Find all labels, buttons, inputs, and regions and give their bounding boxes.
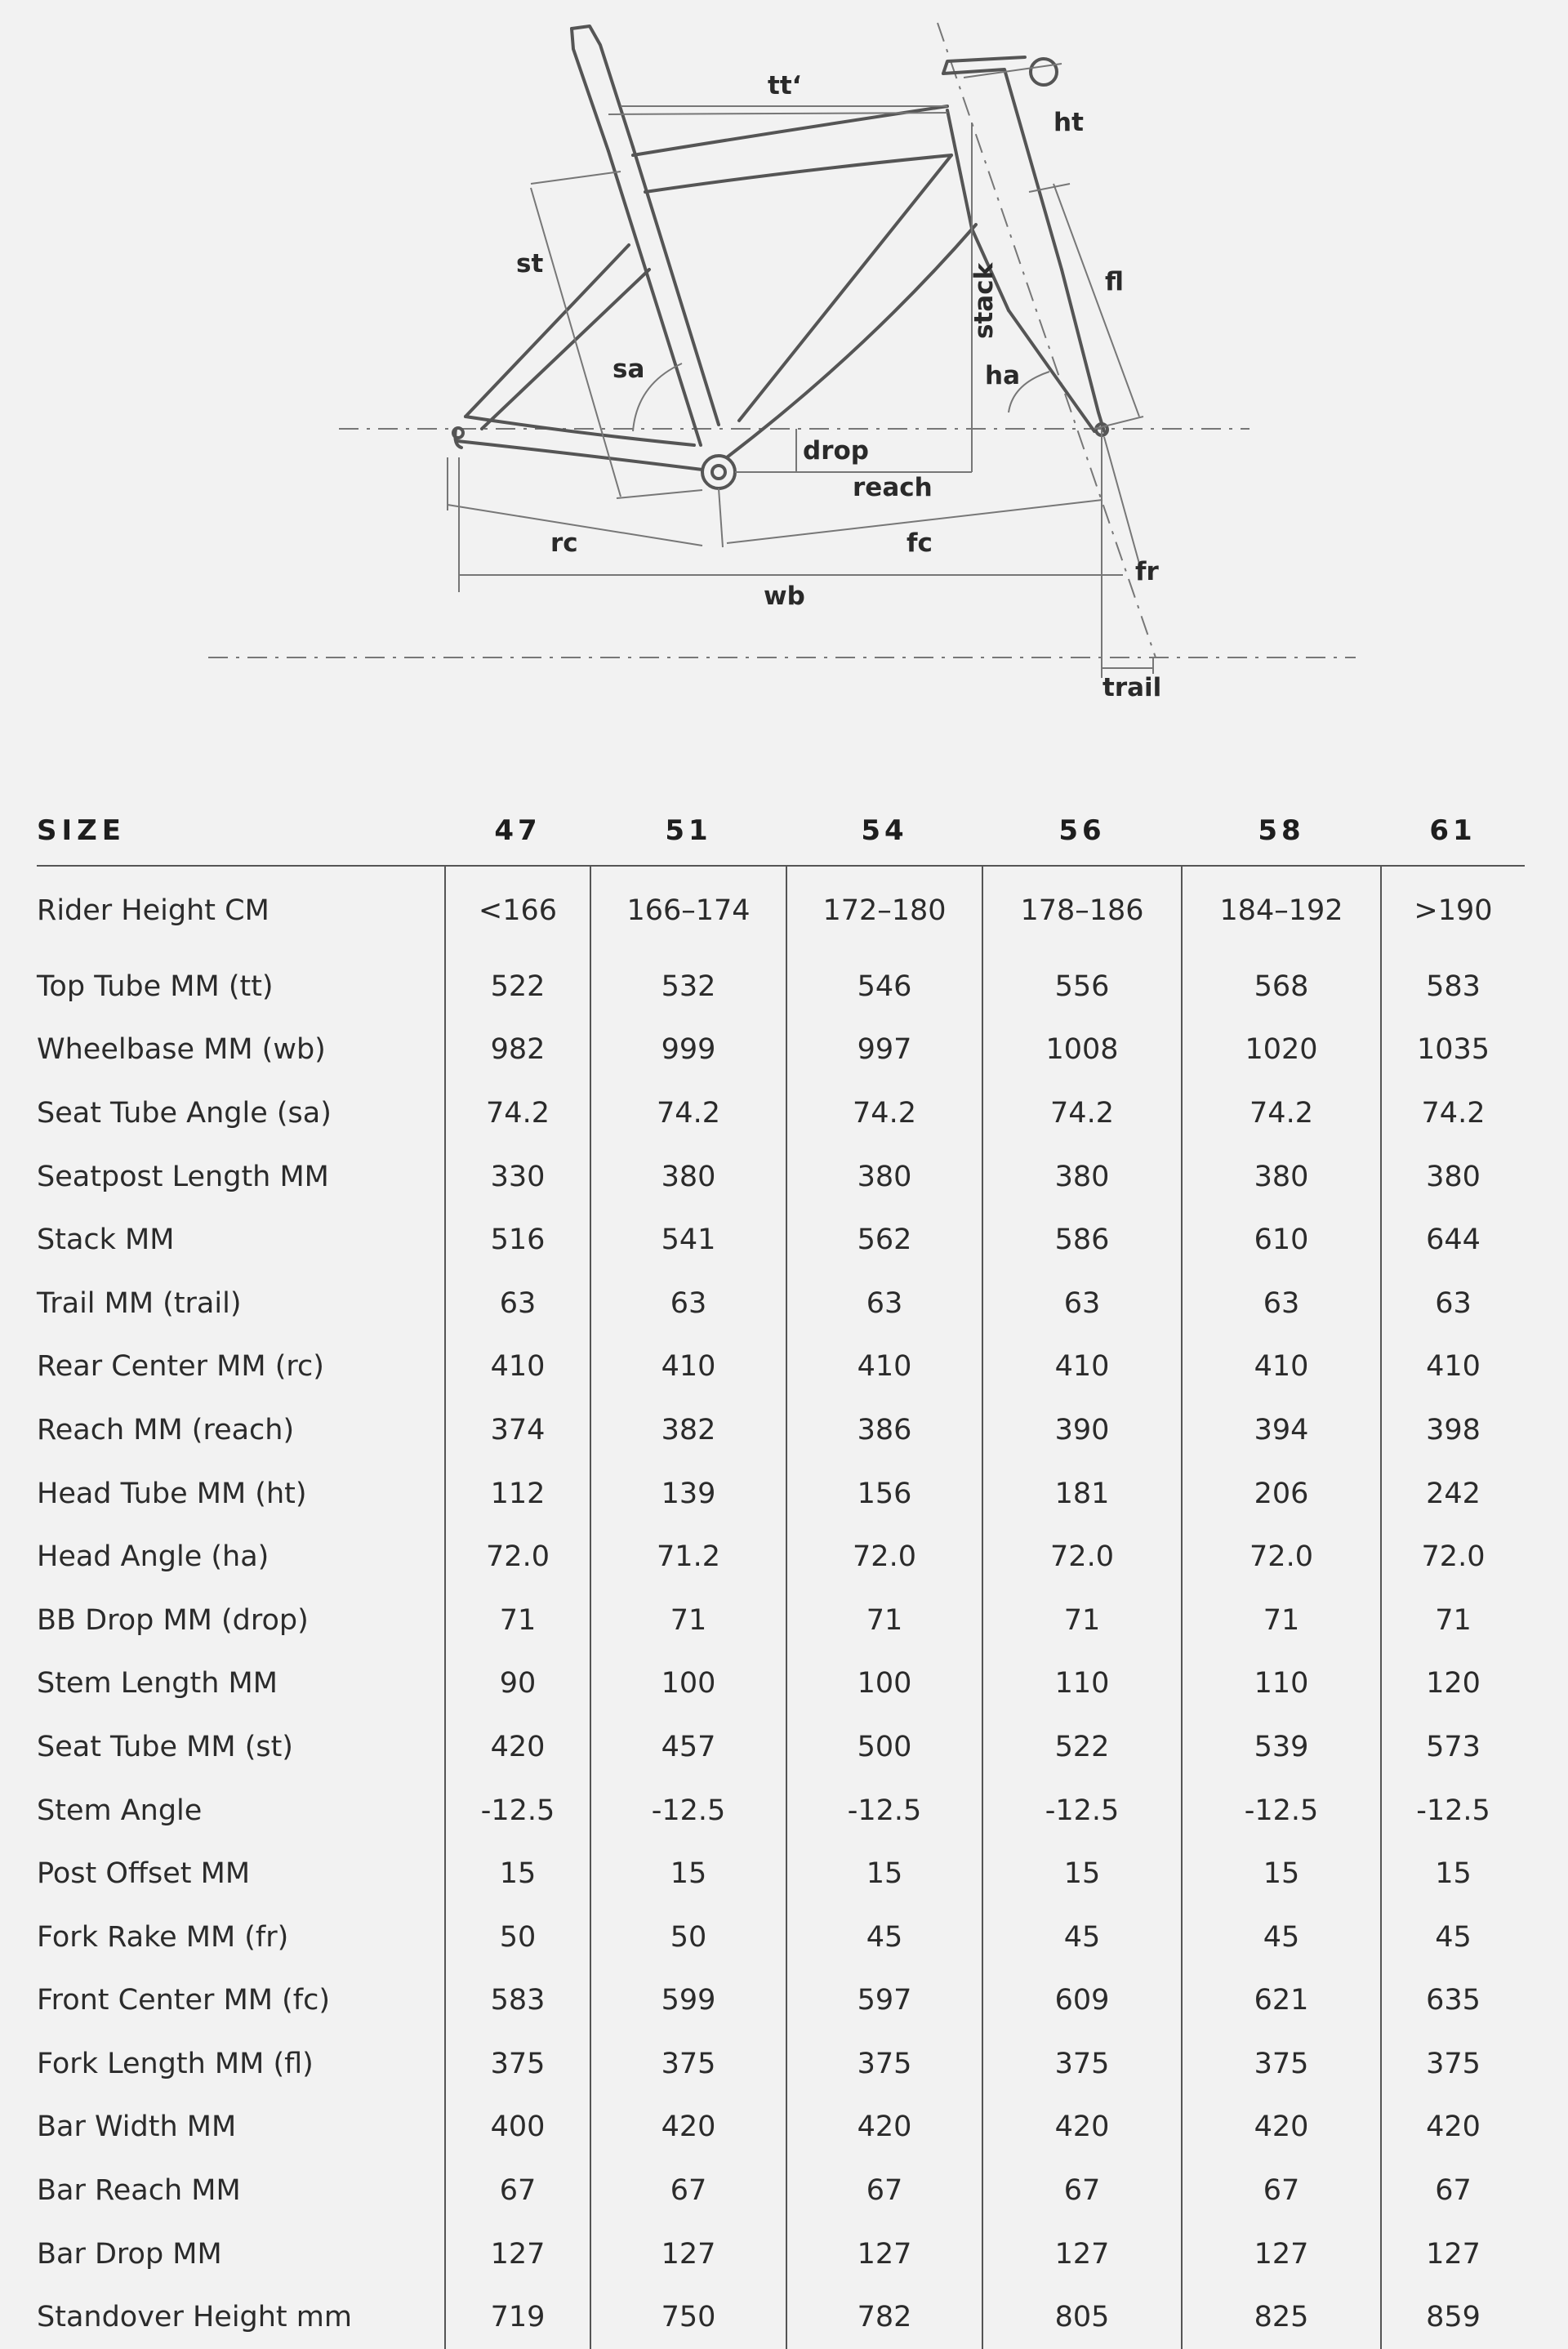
label-sa: sa [612, 354, 645, 384]
cell-value: 562 [786, 1208, 982, 1272]
bike-geometry-diagram [0, 0, 1568, 719]
cell-value: 63 [590, 1272, 786, 1335]
table-header-row [37, 796, 1525, 866]
table-row [37, 1398, 1525, 1462]
cell-value: 50 [445, 1905, 590, 1969]
cell-value: 420 [445, 1715, 590, 1779]
cell-value: 63 [786, 1272, 982, 1335]
cell-value: 380 [1381, 1145, 1525, 1209]
cell-value: 997 [786, 1018, 982, 1082]
size-header: SIZE [37, 796, 445, 866]
cell-value: 599 [590, 1969, 786, 2033]
row-label: Front Center MM (fc) [37, 1984, 330, 2017]
table-body [37, 866, 1525, 2349]
size-column-header: 54 [786, 796, 982, 866]
cell-value: -12.5 [590, 1779, 786, 1843]
cell-value: 382 [590, 1398, 786, 1462]
row-label: Rear Center MM (rc) [37, 1350, 324, 1384]
cell-value: 206 [1182, 1462, 1381, 1526]
cell-value: 15 [445, 1842, 590, 1905]
cell-value: 420 [1182, 2096, 1381, 2160]
row-label: Trail MM (trail) [37, 1286, 242, 1320]
cell-value: 410 [445, 1335, 590, 1399]
table-row [37, 1525, 1525, 1589]
cell-value: 522 [445, 955, 590, 1018]
cell-value: 90 [445, 1652, 590, 1716]
table-row [37, 2222, 1525, 2286]
cell-value: 539 [1182, 1715, 1381, 1779]
cell-value: 375 [1381, 2032, 1525, 2096]
cell-value: 74.2 [786, 1081, 982, 1145]
cell-value: 375 [1182, 2032, 1381, 2096]
label-reach: reach [853, 473, 933, 502]
cell-value: 172–180 [786, 866, 982, 955]
cell-value: 74.2 [590, 1081, 786, 1145]
label-fc: fc [906, 528, 933, 558]
cell-value: 457 [590, 1715, 786, 1779]
cell-value: 398 [1381, 1398, 1525, 1462]
cell-value: 609 [982, 1969, 1182, 2033]
size-column-header: 56 [982, 796, 1182, 866]
row-label: Bar Reach MM [37, 2174, 241, 2208]
table-row [37, 2285, 1525, 2349]
cell-value: 420 [590, 2096, 786, 2160]
cell-value: 50 [590, 1905, 786, 1969]
cell-value: 1035 [1381, 1018, 1525, 1082]
cell-value: 127 [982, 2222, 1182, 2286]
cell-value: -12.5 [1182, 1779, 1381, 1843]
cell-value: 120 [1381, 1652, 1525, 1716]
cell-value: -12.5 [1381, 1779, 1525, 1843]
cell-value: 72.0 [786, 1525, 982, 1589]
table-row [37, 1715, 1525, 1779]
row-label: Head Angle (ha) [37, 1540, 270, 1574]
cell-value: <166 [445, 866, 590, 955]
label-ha: ha [985, 361, 1020, 390]
table-row [37, 1969, 1525, 2033]
table-row [37, 1145, 1525, 1209]
cell-value: 178–186 [982, 866, 1182, 955]
cell-value: 583 [445, 1969, 590, 2033]
cell-value: 242 [1381, 1462, 1525, 1526]
cell-value: 644 [1381, 1208, 1525, 1272]
cell-value: 719 [445, 2285, 590, 2349]
row-label: Head Tube MM (ht) [37, 1477, 307, 1510]
cell-value: 375 [445, 2032, 590, 2096]
size-column-header: 58 [1182, 796, 1381, 866]
cell-value: 410 [590, 1335, 786, 1399]
cell-value: -12.5 [445, 1779, 590, 1843]
row-label: Bar Width MM [37, 2111, 237, 2144]
row-label: Stem Length MM [37, 1667, 278, 1700]
cell-value: 63 [445, 1272, 590, 1335]
cell-value: -12.5 [786, 1779, 982, 1843]
row-label: Wheelbase MM (wb) [37, 1033, 326, 1067]
cell-value: 500 [786, 1715, 982, 1779]
row-label: Bar Drop MM [37, 2237, 222, 2271]
cell-value: 100 [786, 1652, 982, 1716]
row-label: Fork Length MM (fl) [37, 2047, 314, 2080]
table-row [37, 1272, 1525, 1335]
cell-value: 330 [445, 1145, 590, 1209]
cell-value: 74.2 [982, 1081, 1182, 1145]
table-row [37, 1335, 1525, 1399]
table-row [37, 1652, 1525, 1716]
cell-value: 568 [1182, 955, 1381, 1018]
cell-value: 71 [1182, 1589, 1381, 1652]
cell-value: 45 [1182, 1905, 1381, 1969]
table-row [37, 1779, 1525, 1843]
cell-value: 532 [590, 955, 786, 1018]
table-row [37, 1018, 1525, 1082]
cell-value: 750 [590, 2285, 786, 2349]
row-label: BB Drop MM (drop) [37, 1603, 309, 1637]
table-row [37, 2159, 1525, 2222]
table-row [37, 866, 1525, 955]
cell-value: 100 [590, 1652, 786, 1716]
row-label: Standover Height mm [37, 2301, 352, 2334]
row-label: Reach MM (reach) [37, 1413, 295, 1446]
cell-value: 597 [786, 1969, 982, 2033]
table-row [37, 1462, 1525, 1526]
row-label: Stem Angle [37, 1794, 203, 1827]
row-label: Fork Rake MM (fr) [37, 1920, 289, 1954]
cell-value: 112 [445, 1462, 590, 1526]
size-column-header: 61 [1381, 796, 1525, 866]
cell-value: 573 [1381, 1715, 1525, 1779]
cell-value: 410 [1381, 1335, 1525, 1399]
size-column-header: 51 [590, 796, 786, 866]
cell-value: 420 [982, 2096, 1182, 2160]
cell-value: 72.0 [445, 1525, 590, 1589]
cell-value: 375 [590, 2032, 786, 2096]
cell-value: 375 [786, 2032, 982, 2096]
cell-value: 1020 [1182, 1018, 1381, 1082]
cell-value: 15 [1381, 1842, 1525, 1905]
row-label: Post Offset MM [37, 1857, 251, 1891]
cell-value: 71 [590, 1589, 786, 1652]
table-row [37, 2096, 1525, 2160]
cell-value: 67 [982, 2159, 1182, 2222]
cell-value: 110 [982, 1652, 1182, 1716]
label-rc: rc [550, 528, 578, 558]
cell-value: 380 [786, 1145, 982, 1209]
label-fl: fl [1105, 267, 1124, 296]
cell-value: 374 [445, 1398, 590, 1462]
cell-value: 74.2 [445, 1081, 590, 1145]
cell-value: 127 [786, 2222, 982, 2286]
cell-value: 74.2 [1182, 1081, 1381, 1145]
cell-value: 45 [982, 1905, 1182, 1969]
label-st: st [516, 249, 544, 279]
cell-value: 420 [1381, 2096, 1525, 2160]
cell-value: 982 [445, 1018, 590, 1082]
row-label: Rider Height CM [37, 894, 270, 927]
cell-value: 610 [1182, 1208, 1381, 1272]
cell-value: 420 [786, 2096, 982, 2160]
cell-value: 127 [1381, 2222, 1525, 2286]
cell-value: 156 [786, 1462, 982, 1526]
cell-value: 583 [1381, 955, 1525, 1018]
table-row [37, 955, 1525, 1018]
cell-value: 410 [1182, 1335, 1381, 1399]
cell-value: 67 [786, 2159, 982, 2222]
cell-value: 63 [982, 1272, 1182, 1335]
cell-value: 72.0 [1381, 1525, 1525, 1589]
cell-value: 380 [1182, 1145, 1381, 1209]
cell-value: 127 [445, 2222, 590, 2286]
cell-value: 859 [1381, 2285, 1525, 2349]
label-tt: tt‘ [768, 71, 802, 100]
cell-value: 15 [1182, 1842, 1381, 1905]
row-label: Seat Tube Angle (sa) [37, 1096, 332, 1130]
cell-value: 45 [1381, 1905, 1525, 1969]
cell-value: 15 [786, 1842, 982, 1905]
cell-value: 805 [982, 2285, 1182, 2349]
label-fr: fr [1135, 557, 1159, 586]
cell-value: 375 [982, 2032, 1182, 2096]
cell-value: 71 [1381, 1589, 1525, 1652]
cell-value: 127 [1182, 2222, 1381, 2286]
geometry-table [37, 796, 1525, 2349]
cell-value: 71.2 [590, 1525, 786, 1589]
cell-value: 67 [1182, 2159, 1381, 2222]
cell-value: 71 [786, 1589, 982, 1652]
cell-value: 63 [1381, 1272, 1525, 1335]
cell-value: 410 [982, 1335, 1182, 1399]
cell-value: 184–192 [1182, 866, 1381, 955]
cell-value: 67 [590, 2159, 786, 2222]
cell-value: 635 [1381, 1969, 1525, 2033]
cell-value: 72.0 [1182, 1525, 1381, 1589]
cell-value: 386 [786, 1398, 982, 1462]
steering-axis-line [938, 23, 1156, 657]
cell-value: 999 [590, 1018, 786, 1082]
cell-value: 71 [445, 1589, 590, 1652]
label-ht: ht [1054, 108, 1084, 137]
cell-value: 1008 [982, 1018, 1182, 1082]
table-row [37, 1081, 1525, 1145]
cell-value: 825 [1182, 2285, 1381, 2349]
cell-value: 63 [1182, 1272, 1381, 1335]
label-stack: stack [969, 262, 999, 339]
cell-value: 67 [1381, 2159, 1525, 2222]
cell-value: >190 [1381, 866, 1525, 955]
table-row [37, 1905, 1525, 1969]
cell-value: 67 [445, 2159, 590, 2222]
cell-value: -12.5 [982, 1779, 1182, 1843]
cell-value: 556 [982, 955, 1182, 1018]
cell-value: 621 [1182, 1969, 1381, 2033]
row-label: Top Tube MM (tt) [37, 969, 274, 1003]
table-row [37, 2032, 1525, 2096]
cell-value: 516 [445, 1208, 590, 1272]
cell-value: 522 [982, 1715, 1182, 1779]
cell-value: 127 [590, 2222, 786, 2286]
row-label: Stack MM [37, 1224, 175, 1257]
cell-value: 394 [1182, 1398, 1381, 1462]
table-row [37, 1208, 1525, 1272]
cell-value: 166–174 [590, 866, 786, 955]
cell-value: 15 [982, 1842, 1182, 1905]
label-drop: drop [803, 436, 869, 466]
label-trail: trail [1102, 673, 1162, 702]
cell-value: 181 [982, 1462, 1182, 1526]
cell-value: 541 [590, 1208, 786, 1272]
cell-value: 45 [786, 1905, 982, 1969]
table-row [37, 1842, 1525, 1905]
cell-value: 586 [982, 1208, 1182, 1272]
cell-value: 380 [982, 1145, 1182, 1209]
label-wb: wb [764, 582, 805, 611]
cell-value: 380 [590, 1145, 786, 1209]
cell-value: 139 [590, 1462, 786, 1526]
cell-value: 72.0 [982, 1525, 1182, 1589]
cell-value: 71 [982, 1589, 1182, 1652]
cell-value: 400 [445, 2096, 590, 2160]
cell-value: 15 [590, 1842, 786, 1905]
cell-value: 390 [982, 1398, 1182, 1462]
table-row [37, 1589, 1525, 1652]
cell-value: 782 [786, 2285, 982, 2349]
cell-value: 546 [786, 955, 982, 1018]
cell-value: 410 [786, 1335, 982, 1399]
row-label: Seat Tube MM (st) [37, 1730, 293, 1763]
row-label: Seatpost Length MM [37, 1160, 329, 1193]
cell-value: 110 [1182, 1652, 1381, 1716]
size-column-header: 47 [445, 796, 590, 866]
cell-value: 74.2 [1381, 1081, 1525, 1145]
